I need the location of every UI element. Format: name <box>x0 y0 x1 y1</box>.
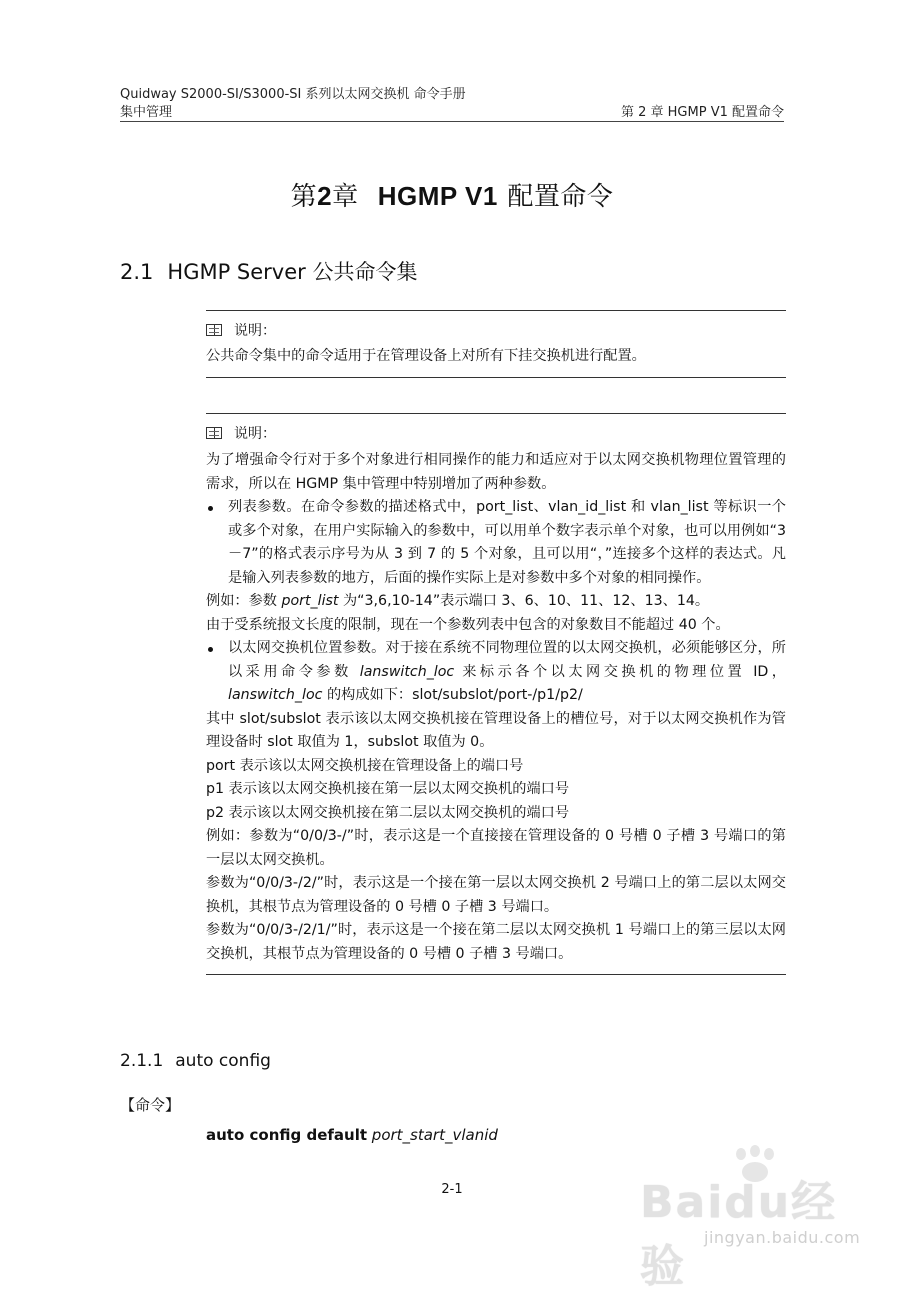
chapter-prefix: 第 <box>290 182 318 212</box>
note-1-bottom-rule <box>206 377 786 378</box>
chapter-name-cn: 配置命令 <box>507 182 614 212</box>
note-2-example-2: 例如：参数为“0/0/3-/”时，表示这是一个直接接在管理设备的 0 号槽 0 子槽 3 号端口的第一层以太网交换机。 <box>206 828 786 868</box>
note-box-2 <box>206 413 786 975</box>
note-2-p1: p1 表示该以太网交换机接在第一层以太网交换机的端口号 <box>206 781 570 797</box>
header-doc-title: Quidway S2000-SI/S3000-SI 系列以太网交换机 命令手册 <box>120 87 466 102</box>
note-2-bullet-list-param: 列表参数。在命令参数的描述格式中，port_list、vlan_id_list 和 vlan_list 等标识一个或多个对象，在用户实际输入的参数中，可以用单个数字表示单个对象，也可以用例如“3－7”的格式表示序号为从 3 到 7 的 5 个对象，且可以用“，”连接多个这样的表达式。凡是输入列表参数的地方，后面的操作实际上是对参数中多个对象的相同操作。 <box>206 496 786 590</box>
note-1-label: 说明： <box>234 323 276 339</box>
note-2-limit: 由于受系统报文长度的限制，现在一个参数列表中包含的对象数目不能超过 40 个。 <box>206 616 730 633</box>
bullet-2-text-c: 的构成如下：slot/subslot/port-/p1/p2/ <box>322 687 583 703</box>
example-1-param: port_list <box>281 593 339 609</box>
chapter-suffix: 章 <box>332 182 359 212</box>
bullet-2-text-b: 来标示各个以太网交换机的物理位置 ID， <box>454 663 786 680</box>
subsection-name: auto config <box>175 1051 271 1071</box>
section-name: HGMP Server 公共命令集 <box>167 260 418 284</box>
note-2-p2: p2 表示该以太网交换机接在第二层以太网交换机的端口号 <box>206 804 570 821</box>
page-number: 2-1 <box>441 1182 463 1197</box>
note-2-bullet-location-param <box>206 637 786 708</box>
header-part: 集中管理 <box>120 105 173 120</box>
command-label: 【命令】 <box>120 1096 181 1114</box>
chapter-number: 2 <box>317 181 333 211</box>
command-param: port_start_vlanid <box>371 1126 498 1144</box>
note-2-intro: 为了增强命令行对于多个对象进行相同操作的能力和适应对于以太网交换机物理位置管理的需求，所以在 HGMP 集中管理中特别增加了两种参数。 <box>206 452 786 492</box>
chapter-title <box>0 176 904 213</box>
subsection-number: 2.1.1 <box>120 1051 164 1071</box>
example-1-text-a: 例如：参数 <box>206 593 282 609</box>
bullet-2-param-2: lanswitch_loc <box>228 687 323 703</box>
bullet-2-text-a: 以太网交换机位置参数。对于接在系统不同物理位置的以太网交换机，必须能够区分，所以采用命令参数 <box>228 640 786 680</box>
chapter-name-en: HGMP V1 <box>377 181 498 211</box>
note-2-port: port 表示该以太网交换机接在管理设备上的端口号 <box>206 757 524 774</box>
note-2-example-3: 参数为“0/0/3-/2/”时，表示这是一个接在第一层以太网交换机 2 号端口上的第二层以太网交换机，其根节点为管理设备的 0 号槽 0 子槽 3 号端口。 <box>206 875 786 915</box>
section-number: 2.1 <box>120 260 154 284</box>
book-icon <box>206 427 222 439</box>
note-2-example-4: 参数为“0/0/3-/2/1/”时，表示这是一个接在第二层以太网交换机 1 号端口上的第三层以太网交换机，其根节点为管理设备的 0 号槽 0 子槽 3 号端口。 <box>206 922 786 962</box>
note-1-text: 公共命令集中的命令适用于在管理设备上对所有下挂交换机进行配置。 <box>206 348 646 364</box>
book-icon <box>206 324 222 336</box>
watermark-url: jingyan.baidu.com <box>704 1228 861 1247</box>
note-2-example-1 <box>206 590 786 614</box>
note-2-label: 说明： <box>234 426 276 442</box>
note-1-heading <box>206 319 786 341</box>
note-2-heading <box>206 422 786 444</box>
baidu-watermark <box>640 1148 870 1292</box>
section-title <box>120 256 417 286</box>
note-2-slot: 其中 slot/subslot 表示该以太网交换机接在管理设备上的槽位号，对于以太网交换机作为管理设备时 slot 取值为 1，subslot 取值为 0。 <box>206 710 786 750</box>
note-1-top-rule <box>206 310 786 311</box>
command-keywords: auto config default <box>206 1126 368 1144</box>
example-1-text-b: 为“3,6,10-14”表示端口 3、6、10、11、12、13、14。 <box>338 593 710 609</box>
watermark-logo-text: Baidu经验 <box>640 1177 838 1292</box>
note-2-top-rule <box>206 413 786 414</box>
subsection-title <box>120 1051 271 1071</box>
note-box-1 <box>206 310 786 378</box>
header-divider <box>120 121 784 122</box>
bullet-2-param-1: lanswitch_loc <box>359 663 455 680</box>
note-2-bottom-rule <box>206 974 786 975</box>
command-syntax <box>206 1126 498 1144</box>
header-chapter-ref: 第 2 章 HGMP V1 配置命令 <box>620 105 784 120</box>
